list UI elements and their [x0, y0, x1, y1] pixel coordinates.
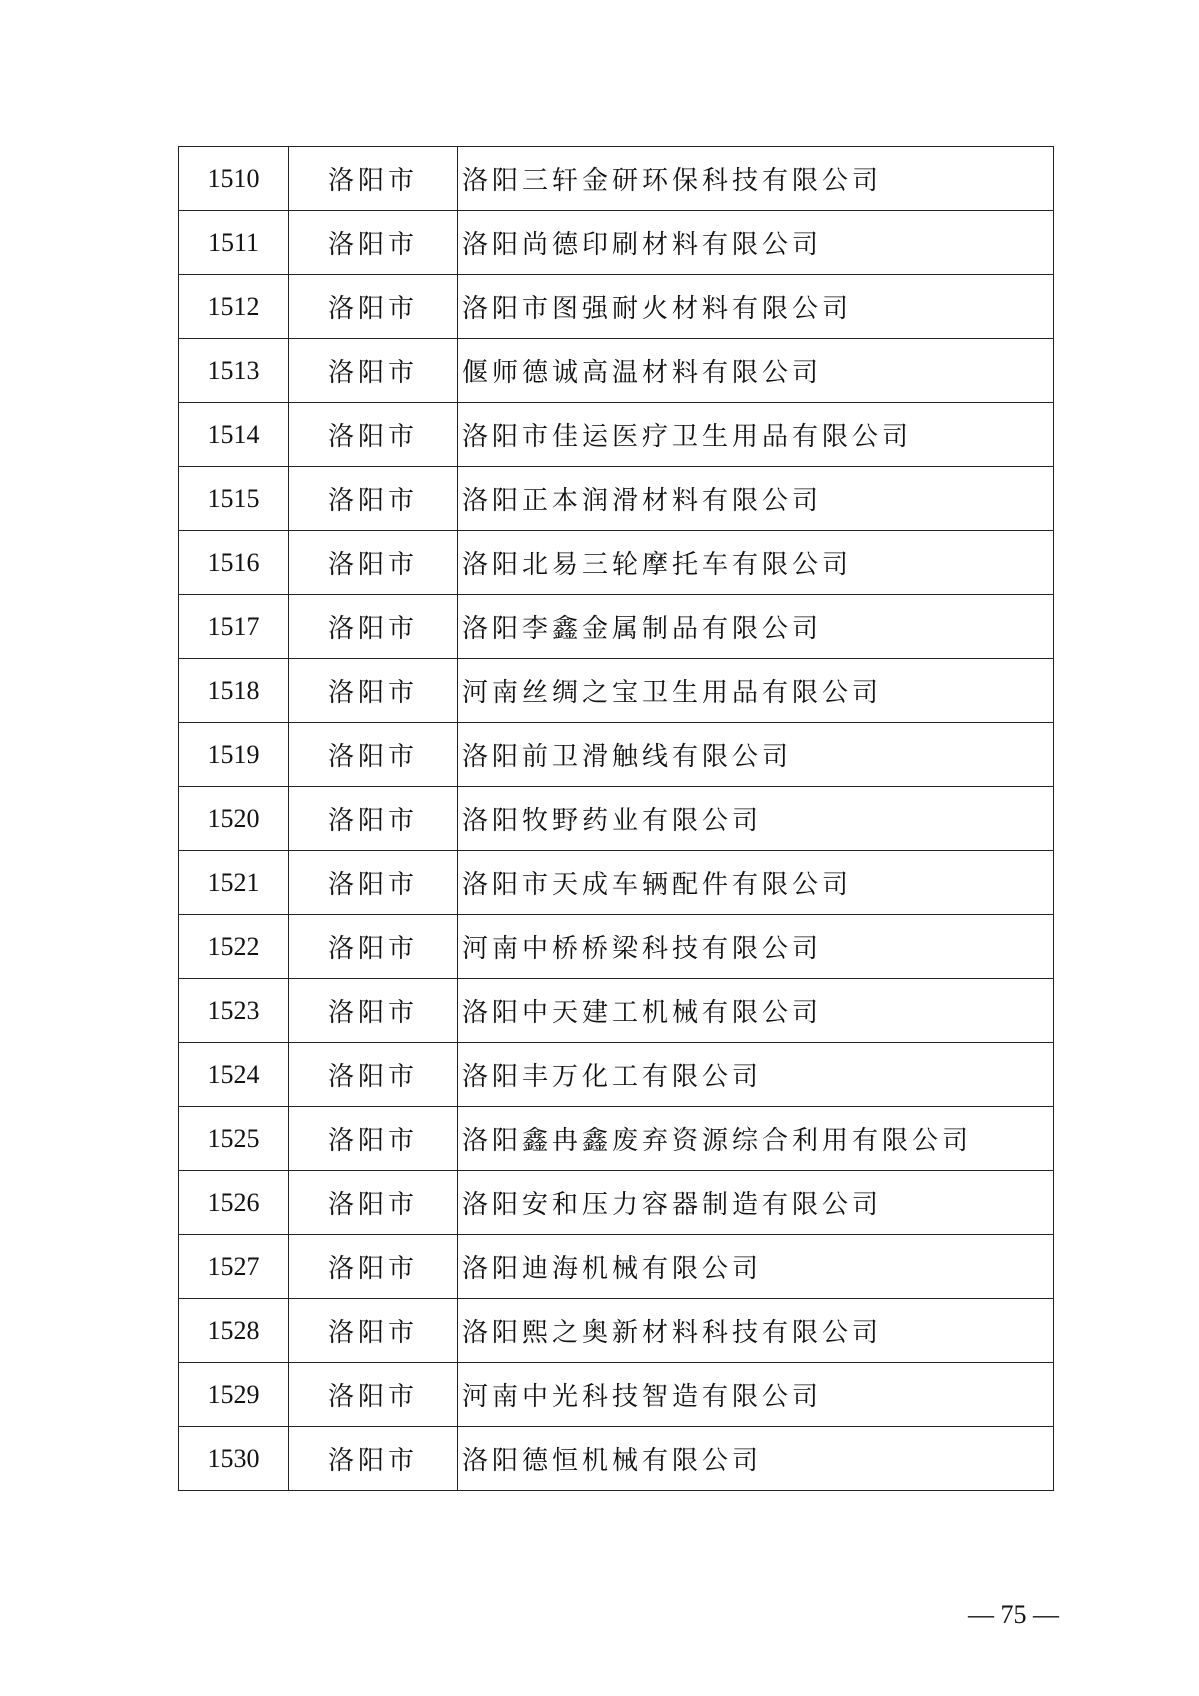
row-company-name: 洛阳安和压力容器制造有限公司	[458, 1171, 1054, 1235]
table-row	[179, 1043, 1054, 1107]
table-row	[179, 1107, 1054, 1171]
row-city: 洛阳市	[289, 1107, 458, 1171]
row-company-name: 洛阳三轩金研环保科技有限公司	[458, 147, 1054, 211]
row-company-name: 洛阳中天建工机械有限公司	[458, 979, 1054, 1043]
row-city: 洛阳市	[289, 1043, 458, 1107]
row-company-name: 洛阳市图强耐火材料有限公司	[458, 275, 1054, 339]
row-city: 洛阳市	[289, 1171, 458, 1235]
row-city: 洛阳市	[289, 211, 458, 275]
table-row	[179, 403, 1054, 467]
company-table	[178, 146, 1054, 1491]
row-company-name: 洛阳尚德印刷材料有限公司	[458, 211, 1054, 275]
table-row	[179, 1299, 1054, 1363]
table-row	[179, 915, 1054, 979]
row-number: 1530	[179, 1427, 289, 1491]
row-number: 1519	[179, 723, 289, 787]
table-body	[179, 147, 1054, 1491]
row-city: 洛阳市	[289, 979, 458, 1043]
row-city: 洛阳市	[289, 915, 458, 979]
table-row	[179, 595, 1054, 659]
table-row	[179, 467, 1054, 531]
table-row	[179, 723, 1054, 787]
table-row	[179, 1171, 1054, 1235]
row-number: 1517	[179, 595, 289, 659]
row-city: 洛阳市	[289, 1235, 458, 1299]
row-city: 洛阳市	[289, 851, 458, 915]
row-number: 1510	[179, 147, 289, 211]
row-city: 洛阳市	[289, 147, 458, 211]
table-row	[179, 659, 1054, 723]
row-number: 1523	[179, 979, 289, 1043]
row-number: 1518	[179, 659, 289, 723]
row-number: 1527	[179, 1235, 289, 1299]
row-city: 洛阳市	[289, 531, 458, 595]
row-company-name: 洛阳市佳运医疗卫生用品有限公司	[458, 403, 1054, 467]
table-row	[179, 211, 1054, 275]
table-row	[179, 275, 1054, 339]
row-city: 洛阳市	[289, 1363, 458, 1427]
row-number: 1516	[179, 531, 289, 595]
row-number: 1526	[179, 1171, 289, 1235]
row-company-name: 洛阳鑫冉鑫废弃资源综合利用有限公司	[458, 1107, 1054, 1171]
row-city: 洛阳市	[289, 1299, 458, 1363]
row-city: 洛阳市	[289, 403, 458, 467]
row-city: 洛阳市	[289, 595, 458, 659]
row-company-name: 洛阳丰万化工有限公司	[458, 1043, 1054, 1107]
row-company-name: 洛阳李鑫金属制品有限公司	[458, 595, 1054, 659]
row-number: 1511	[179, 211, 289, 275]
row-number: 1528	[179, 1299, 289, 1363]
row-city: 洛阳市	[289, 723, 458, 787]
row-city: 洛阳市	[289, 467, 458, 531]
row-city: 洛阳市	[289, 787, 458, 851]
row-city: 洛阳市	[289, 339, 458, 403]
row-number: 1529	[179, 1363, 289, 1427]
table-row	[179, 787, 1054, 851]
row-company-name: 洛阳熙之奥新材料科技有限公司	[458, 1299, 1054, 1363]
table-row	[179, 1235, 1054, 1299]
row-number: 1520	[179, 787, 289, 851]
table-row	[179, 339, 1054, 403]
row-company-name: 偃师德诚高温材料有限公司	[458, 339, 1054, 403]
row-city: 洛阳市	[289, 1427, 458, 1491]
row-company-name: 河南中光科技智造有限公司	[458, 1363, 1054, 1427]
table-row	[179, 531, 1054, 595]
row-company-name: 洛阳迪海机械有限公司	[458, 1235, 1054, 1299]
row-company-name: 洛阳前卫滑触线有限公司	[458, 723, 1054, 787]
row-number: 1522	[179, 915, 289, 979]
table-row	[179, 1363, 1054, 1427]
row-number: 1513	[179, 339, 289, 403]
row-number: 1512	[179, 275, 289, 339]
table-row	[179, 979, 1054, 1043]
row-company-name: 河南丝绸之宝卫生用品有限公司	[458, 659, 1054, 723]
row-number: 1514	[179, 403, 289, 467]
row-company-name: 洛阳牧野药业有限公司	[458, 787, 1054, 851]
row-city: 洛阳市	[289, 659, 458, 723]
row-number: 1524	[179, 1043, 289, 1107]
row-company-name: 河南中桥桥梁科技有限公司	[458, 915, 1054, 979]
row-number: 1521	[179, 851, 289, 915]
row-number: 1515	[179, 467, 289, 531]
page-number: — 75 —	[968, 1600, 1059, 1629]
row-company-name: 洛阳德恒机械有限公司	[458, 1427, 1054, 1491]
row-number: 1525	[179, 1107, 289, 1171]
row-company-name: 洛阳北易三轮摩托车有限公司	[458, 531, 1054, 595]
row-company-name: 洛阳正本润滑材料有限公司	[458, 467, 1054, 531]
row-city: 洛阳市	[289, 275, 458, 339]
row-company-name: 洛阳市天成车辆配件有限公司	[458, 851, 1054, 915]
table-row	[179, 1427, 1054, 1491]
table-row	[179, 851, 1054, 915]
table-row	[179, 147, 1054, 211]
